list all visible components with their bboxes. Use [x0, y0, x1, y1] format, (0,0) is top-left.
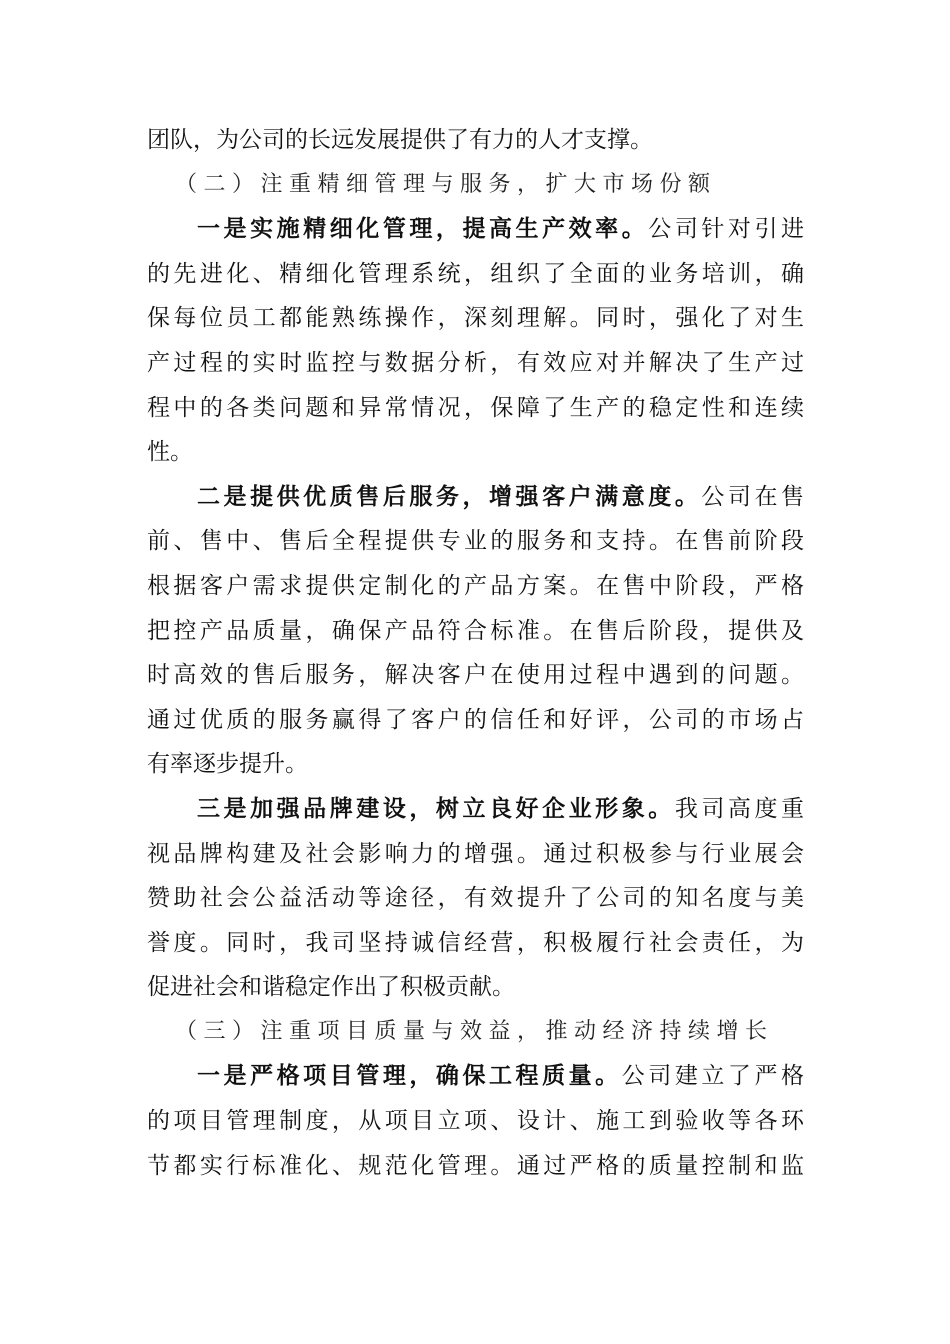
paragraph-line [147, 787, 804, 832]
paragraph-line: 誉度。同时，我司坚持诚信经营，积极履行社会责任，为 [147, 929, 804, 956]
paragraph-lead-bold: 一是严格项目管理，确保工程质量。 [197, 1063, 622, 1090]
paragraph-line: 程中的各类问题和异常情况，保障了生产的稳定性和连续 [147, 394, 804, 421]
paragraph-line: 节都实行标准化、规范化管理。通过严格的质量控制和监 [147, 1152, 804, 1179]
paragraph-line [147, 207, 804, 252]
paragraph-line: 根据客户需求提供定制化的产品方案。在售中阶段，严格 [147, 572, 804, 599]
section-heading: （三）注重项目质量与效益，推动经济持续增长 [175, 1018, 774, 1044]
paragraph-line: 产过程的实时监控与数据分析，有效应对并解决了生产过 [147, 349, 804, 376]
paragraph-line: 时高效的售后服务，解决客户在使用过程中遇到的问题。 [147, 662, 804, 689]
paragraph-line: 把控产品质量，确保产品符合标准。在售后阶段，提供及 [147, 617, 804, 644]
document-page [147, 118, 804, 1188]
paragraph [147, 207, 804, 475]
paragraph-line: 视品牌构建及社会影响力的增强。通过积极参与行业展会 [147, 840, 804, 867]
paragraph-line: 的先进化、精细化管理系统，组织了全面的业务培训，确 [147, 260, 804, 287]
section-heading: （二）注重精细管理与服务，扩大市场份额 [175, 171, 717, 197]
paragraph-line [147, 475, 804, 520]
paragraph-line: 前、售中、售后全程提供专业的服务和支持。在售前阶段 [147, 528, 804, 555]
paragraph-line: 赞助社会公益活动等途径，有效提升了公司的知名度与美 [147, 885, 804, 912]
paragraph [147, 118, 804, 163]
paragraph-line: 保每位员工都能熟练操作，深刻理解。同时，强化了对生 [147, 305, 804, 332]
paragraph-line: 通过优质的服务赢得了客户的信任和好评，公司的市场占 [147, 706, 804, 733]
paragraph-text: 我司高度重 [674, 795, 804, 822]
paragraph-line: 促进社会和谐稳定作出了积极贡献。 [147, 974, 515, 1001]
paragraph-lead-bold: 二是提供优质售后服务，增强客户满意度。 [197, 483, 702, 510]
paragraph-line: 性。 [147, 439, 193, 466]
paragraph-lead-bold: 一是实施精细化管理，提高生产效率。 [197, 216, 649, 243]
paragraph [147, 787, 804, 1010]
paragraph-line [147, 1054, 804, 1099]
paragraph [147, 475, 804, 787]
paragraph-lead-bold: 三是加强品牌建设，树立良好企业形象。 [197, 795, 675, 822]
paragraph-line: 的项目管理制度，从项目立项、设计、施工到验收等各环 [147, 1108, 804, 1135]
paragraph-text: 公司建立了严格 [621, 1063, 804, 1090]
paragraph-line: 团队，为公司的长远发展提供了有力的人才支撑。 [147, 127, 653, 153]
paragraph-text: 公司在售 [701, 483, 804, 510]
paragraph [147, 1054, 804, 1188]
paragraph-line: 有率逐步提升。 [147, 751, 308, 778]
paragraph-text: 公司针对引进 [648, 216, 804, 243]
